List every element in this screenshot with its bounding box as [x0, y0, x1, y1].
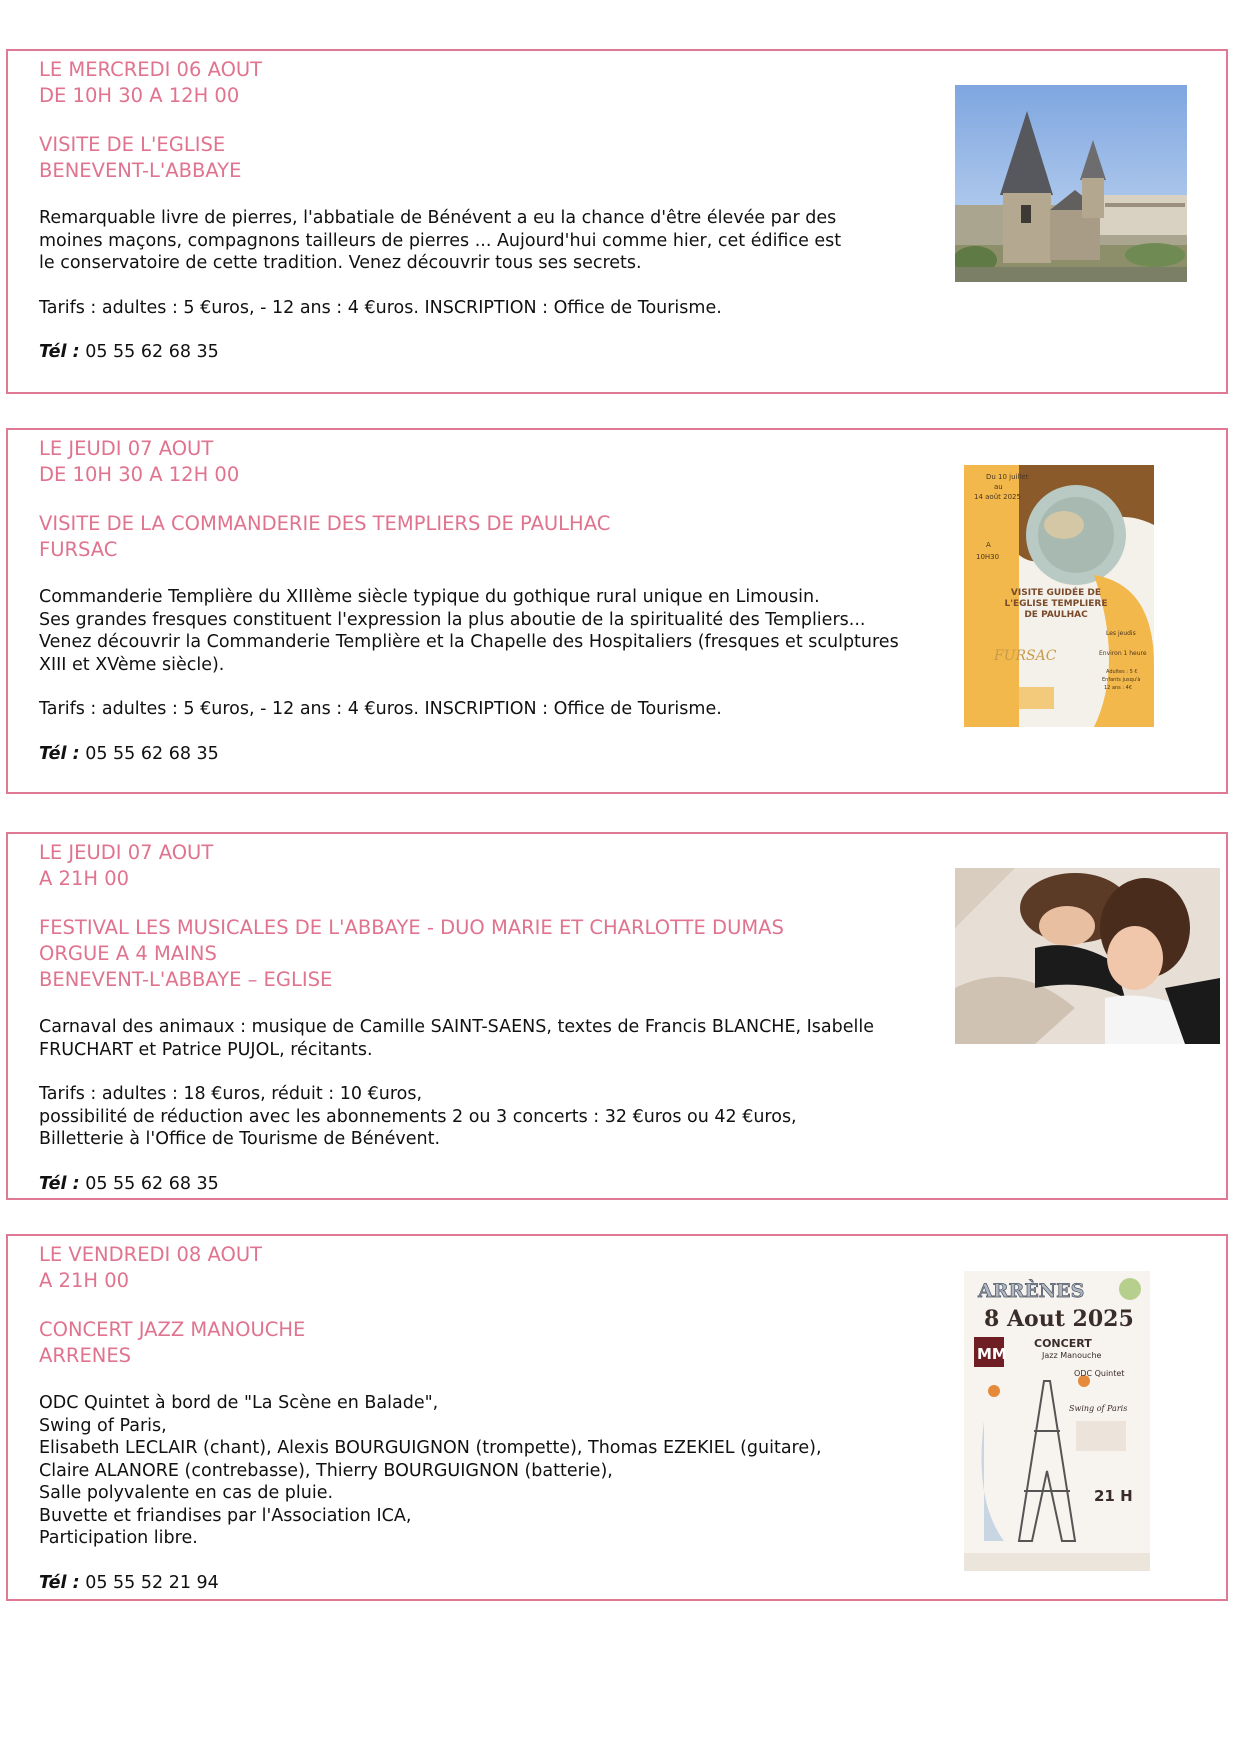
- poster-headline: DE PAULHAC: [1024, 610, 1088, 620]
- poster-genre: Jazz Manouche: [1042, 1351, 1102, 1360]
- poster-hour: 21 H: [1094, 1487, 1133, 1505]
- event-description-line: Ses grandes fresques constituent l'expression la plus aboutie de la spiritualité des Templiers...: [39, 609, 866, 630]
- poster-swing: Swing of Paris: [1069, 1404, 1128, 1413]
- poster-side: Les jeudis: [1106, 630, 1136, 637]
- poster-headline: L'EGLISE TEMPLIERE: [1004, 599, 1108, 609]
- poster-start: A: [986, 541, 991, 549]
- phone-label: Tél :: [39, 1173, 80, 1194]
- event-text: [39, 57, 959, 364]
- event-title: FESTIVAL LES MUSICALES DE L'ABBAYE - DUO MARIE ET CHARLOTTE DUMAS: [39, 916, 784, 939]
- event-card: [6, 428, 1228, 794]
- phone-label: Tél :: [39, 1572, 80, 1593]
- jazz-poster: [964, 1271, 1150, 1571]
- phone-number: 05 55 62 68 35: [85, 743, 219, 764]
- event-description-line: Venez découvrir la Commanderie Templière et la Chapelle des Hospitaliers (fresques et sculptures: [39, 632, 899, 652]
- phone-number: 05 55 62 68 35: [85, 342, 219, 362]
- event-tarifs: Tarifs : adultes : 5 €uros, - 12 ans : 4 €uros. INSCRIPTION : Office de Tourisme.: [39, 297, 722, 318]
- poster-side: Adultes : 5 €: [1106, 669, 1138, 675]
- event-time: DE 10H 30 A 12H 00: [39, 84, 240, 107]
- event-phone: [39, 743, 959, 766]
- event-tarifs: Billetterie à l'Office de Tourisme de Bénévent.: [39, 1129, 441, 1149]
- poster-date-line: au: [994, 483, 1003, 491]
- event-time: A 21H 00: [39, 1269, 130, 1292]
- event-description-line: moines maçons, compagnons tailleurs de pierres ... Aujourd'hui comme hier, cet édifice est: [39, 230, 842, 251]
- event-date: LE JEUDI 07 AOUT: [39, 437, 214, 460]
- event-card: [6, 49, 1228, 394]
- poster-logo: MM: [977, 1345, 1007, 1363]
- poster-date: 8 Aout 2025: [984, 1306, 1134, 1332]
- poster-side: 12 ans : 4€: [1104, 685, 1133, 691]
- event-location: BENEVENT-L'ABBAYE: [39, 159, 242, 182]
- event-description-line: Swing of Paris,: [39, 1415, 167, 1436]
- event-description-line: Elisabeth LECLAIR (chant), Alexis BOURGUIGNON (trompette), Thomas EZEKIEL (guitare),: [39, 1438, 822, 1458]
- event-description-line: le conservatoire de cette tradition. Venez découvrir tous ses secrets.: [39, 253, 642, 273]
- event-phone: [39, 341, 959, 364]
- event-text: [39, 840, 959, 1195]
- event-description-line: Claire ALANORE (contrebasse), Thierry BOURGUIGNON (batterie),: [39, 1460, 613, 1481]
- event-text: [39, 1242, 959, 1594]
- event-title: VISITE DE L'EGLISE: [39, 133, 226, 156]
- event-time: DE 10H 30 A 12H 00: [39, 463, 240, 486]
- poster-start: 10H30: [976, 553, 1000, 561]
- event-description-line: Commanderie Templière du XIIIème siècle typique du gothique rural unique en Limousin.: [39, 587, 820, 607]
- event-phone: [39, 1572, 959, 1595]
- poster-band: ODC Quintet: [1074, 1369, 1125, 1378]
- phone-number: 05 55 52 21 94: [85, 1572, 219, 1593]
- event-date: LE VENDREDI 08 AOUT: [39, 1243, 263, 1266]
- event-location: ARRENES: [39, 1344, 132, 1367]
- event-location: FURSAC: [39, 538, 118, 561]
- event-description-line: XIII et XVème siècle).: [39, 654, 225, 675]
- event-tarifs: Tarifs : adultes : 5 €uros, - 12 ans : 4 €uros. INSCRIPTION : Office de Tourisme.: [39, 699, 722, 719]
- poster-date-line: 14 août 2025: [974, 493, 1021, 501]
- event-description-line: Participation libre.: [39, 1528, 198, 1548]
- event-phone: [39, 1173, 959, 1196]
- templar-poster: [964, 465, 1154, 727]
- event-card: [6, 1234, 1228, 1601]
- phone-label: Tél :: [39, 743, 80, 764]
- event-subtitle: ORGUE A 4 MAINS: [39, 942, 217, 965]
- abbey-church-photo: [955, 85, 1187, 282]
- event-description-line: Carnaval des animaux : musique de Camille SAINT-SAENS, textes de Francis BLANCHE, Isabelle: [39, 1017, 874, 1037]
- poster-headline: VISITE GUIDÉE DE: [1010, 588, 1102, 598]
- phone-label: Tél :: [39, 342, 80, 362]
- poster-place: FURSAC: [994, 648, 1057, 664]
- poster-town: ARRÈNES: [978, 1280, 1085, 1302]
- event-description-line: ODC Quintet à bord de "La Scène en Balade",: [39, 1393, 439, 1413]
- event-text: [39, 436, 959, 765]
- poster-side: Environ 1 heure: [1099, 650, 1147, 657]
- event-location: BENEVENT-L'ABBAYE – EGLISE: [39, 968, 333, 991]
- event-tarifs: Tarifs : adultes : 18 €uros, réduit : 10 €uros,: [39, 1084, 423, 1104]
- event-description-line: Remarquable livre de pierres, l'abbatiale de Bénévent a eu la chance d'être élevée par des: [39, 208, 837, 228]
- event-date: LE JEUDI 07 AOUT: [39, 841, 214, 864]
- duo-photo: [955, 868, 1220, 1044]
- event-card: [6, 832, 1228, 1200]
- event-title: CONCERT JAZZ MANOUCHE: [39, 1318, 306, 1341]
- event-tarifs: possibilité de réduction avec les abonnements 2 ou 3 concerts : 32 €uros ou 42 €uros,: [39, 1106, 797, 1127]
- event-time: A 21H 00: [39, 867, 130, 890]
- poster-date-line: Du 10 juillet: [986, 473, 1029, 481]
- event-description-line: FRUCHART et Patrice PUJOL, récitants.: [39, 1039, 373, 1060]
- event-description-line: Salle polyvalente en cas de pluie.: [39, 1483, 334, 1503]
- event-title: VISITE DE LA COMMANDERIE DES TEMPLIERS DE PAULHAC: [39, 512, 611, 535]
- event-description-line: Buvette et friandises par l'Association ICA,: [39, 1505, 412, 1526]
- phone-number: 05 55 62 68 35: [85, 1173, 219, 1194]
- poster-side: Enfants jusqu'à: [1102, 677, 1141, 683]
- event-date: LE MERCREDI 06 AOUT: [39, 58, 263, 81]
- poster-concert: CONCERT: [1034, 1337, 1092, 1350]
